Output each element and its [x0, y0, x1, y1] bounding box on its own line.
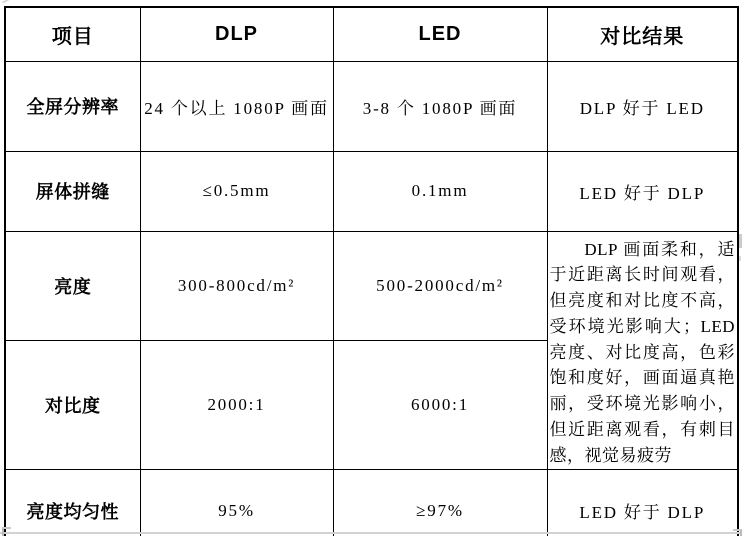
right-edge-mark — [739, 256, 741, 261]
cell-contrast-dlp: 2000:1 — [140, 340, 333, 469]
cell-brightness-dlp: 300-800cd/m² — [140, 231, 333, 340]
cell-contrast-led: 6000:1 — [333, 340, 547, 469]
table-row-seam — [5, 151, 738, 231]
cell-resolution-result: DLP 好于 LED — [547, 61, 738, 151]
page-bottom-line — [0, 532, 742, 534]
table-row-brightness — [5, 231, 738, 340]
cell-uniformity-dlp: 95% — [140, 469, 333, 536]
row-label-contrast: 对比度 — [5, 340, 140, 469]
header-dlp: DLP — [140, 7, 333, 61]
row-label-resolution: 全屏分辨率 — [5, 61, 140, 151]
table-corner-handle-icon[interactable] — [733, 529, 742, 536]
merged-result-paragraph: DLP 画面柔和，适于近距离长时间观看，但亮度和对比度不高，受环境光影响大；LED 亮度、对比度高，色彩饱和度好，画面逼真艳丽，受环境光影响小，但近距离观看，有刺目感，视觉易疲劳 — [549, 239, 735, 465]
comparison-table — [4, 6, 739, 536]
row-label-uniformity: 亮度均匀性 — [5, 469, 140, 536]
table-row-resolution — [5, 61, 738, 151]
header-item: 项目 — [5, 7, 140, 61]
table-row-uniformity — [5, 469, 738, 536]
row-label-seam: 屏体拼缝 — [5, 151, 140, 231]
header-row — [5, 7, 738, 61]
cell-uniformity-led: ≥97% — [333, 469, 547, 536]
cell-resolution-led: 3-8 个 1080P 画面 — [333, 61, 547, 151]
header-led: LED — [333, 7, 547, 61]
header-result: 对比结果 — [547, 7, 738, 61]
page-corner-mark — [2, 0, 13, 3]
cell-seam-dlp: ≤0.5mm — [140, 151, 333, 231]
cell-resolution-dlp: 24 个以上 1080P 画面 — [140, 61, 333, 151]
cell-seam-led: 0.1mm — [333, 151, 547, 231]
row-label-brightness: 亮度 — [5, 231, 140, 340]
cell-seam-result: LED 好于 DLP — [547, 151, 738, 231]
cell-uniformity-result: LED 好于 DLP — [547, 469, 738, 536]
cell-merged-result — [547, 231, 738, 469]
cell-brightness-led: 500-2000cd/m² — [333, 231, 547, 340]
table-resize-handle-icon[interactable] — [2, 527, 11, 536]
